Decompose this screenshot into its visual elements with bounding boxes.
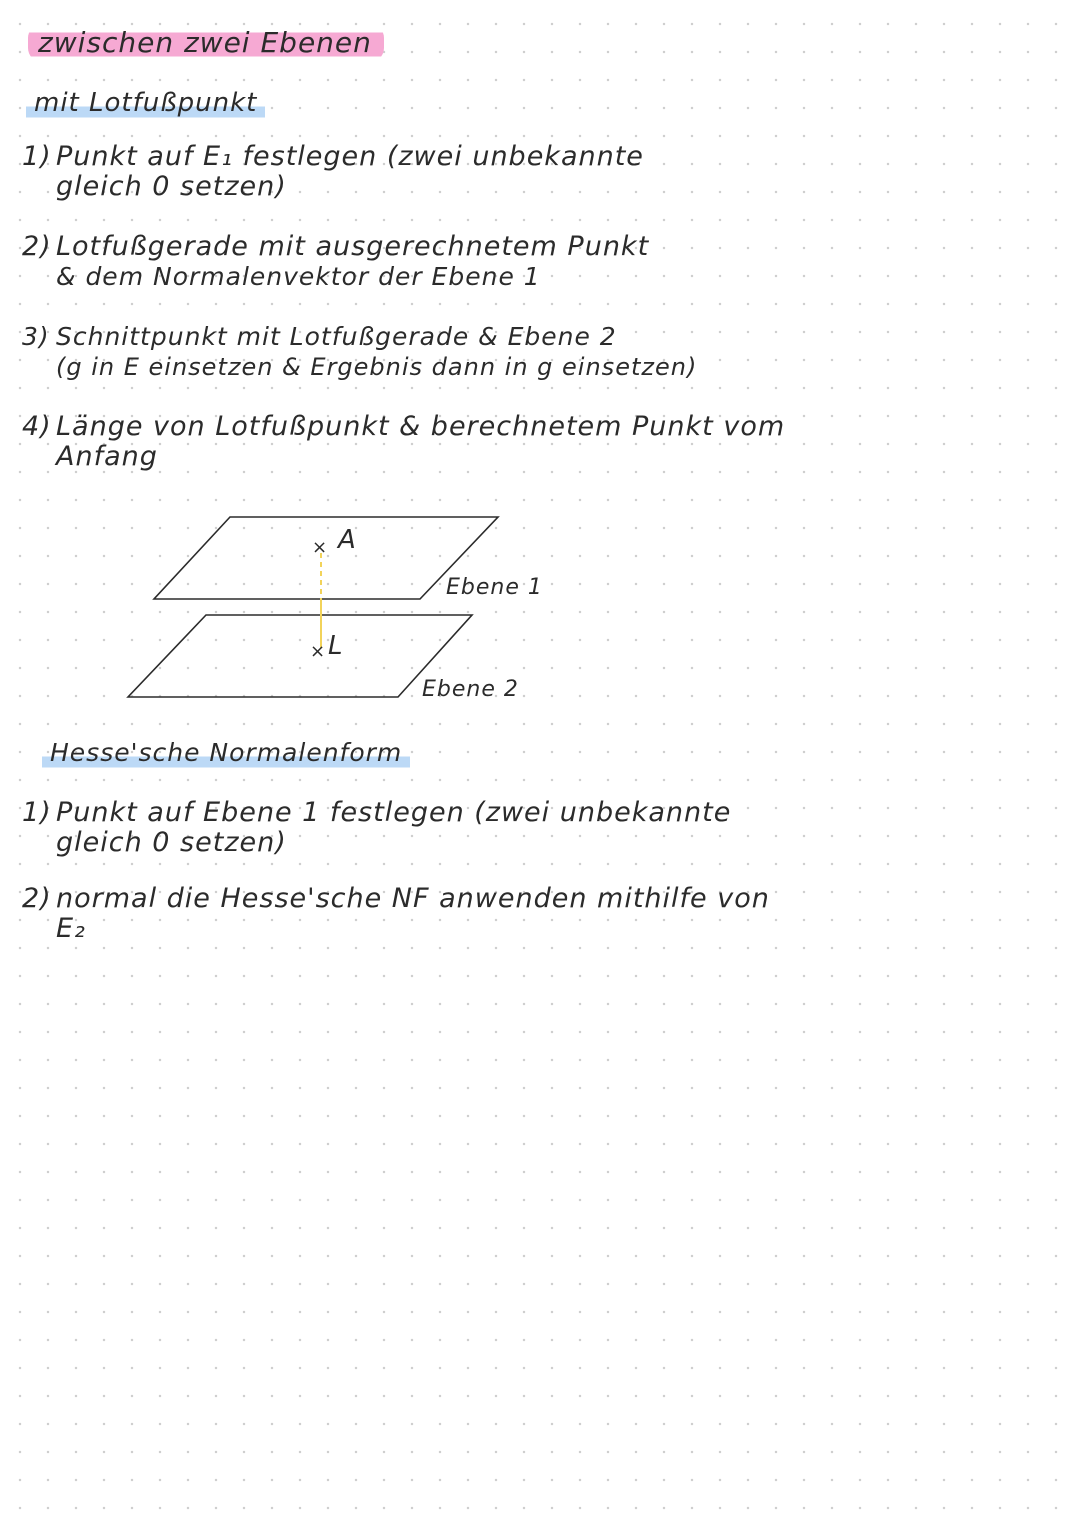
point-a-marker: × [312,537,329,558]
two-planes-diagram [120,505,580,715]
step-text-line2: gleich 0 setzen) [56,827,287,858]
step-text-line2: E₂ [56,913,86,944]
point-l-label: L [328,631,344,661]
plane-2-shape [128,615,472,697]
point-l-marker: × [310,641,327,662]
hesse-step-2 [22,884,770,944]
step-number: 4) [22,411,52,442]
step-number: 3) [22,322,50,351]
step-text-line1: Punkt auf Ebene 1 festlegen (zwei unbekannte [56,797,732,828]
step-text-line2: gleich 0 setzen) [56,171,287,202]
plane-2-label: Ebene 2 [422,677,519,702]
section-heading-hesse: Hesse'sche Normalenform [42,736,410,770]
hesse-step-1 [22,798,731,858]
point-a-label: A [338,525,357,555]
lotfusspunkt-step-2 [22,232,649,292]
page-title: zwischen zwei Ebenen [28,24,384,62]
step-text-line2: & dem Normalenvektor der Ebene 1 [56,262,541,291]
step-text-line2: (g in E einsetzen & Ergebnis dann in g einsetzen) [56,353,698,381]
step-text-line1: Lotfußgerade mit ausgerechnetem Punkt [56,231,650,262]
step-text-line1: Schnittpunkt mit Lotfußgerade & Ebene 2 [56,322,617,351]
lotfusspunkt-step-4 [22,412,785,472]
lotfusspunkt-step-3 [22,322,697,382]
step-number: 2) [22,883,52,914]
step-number: 2) [22,231,52,262]
section-heading-lotfusspunkt: mit Lotfußpunkt [26,86,265,120]
step-text-line2: Anfang [56,441,158,472]
step-text-line1: Länge von Lotfußpunkt & berechnetem Punkt vom [56,411,786,442]
step-text-line1: Punkt auf E₁ festlegen (zwei unbekannte [56,141,644,172]
lotfusspunkt-step-1 [22,142,644,202]
plane-1-label: Ebene 1 [446,575,543,600]
step-number: 1) [22,141,52,172]
step-number: 1) [22,797,52,828]
step-text-line1: normal die Hesse'sche NF anwenden mithilfe von [56,883,770,914]
